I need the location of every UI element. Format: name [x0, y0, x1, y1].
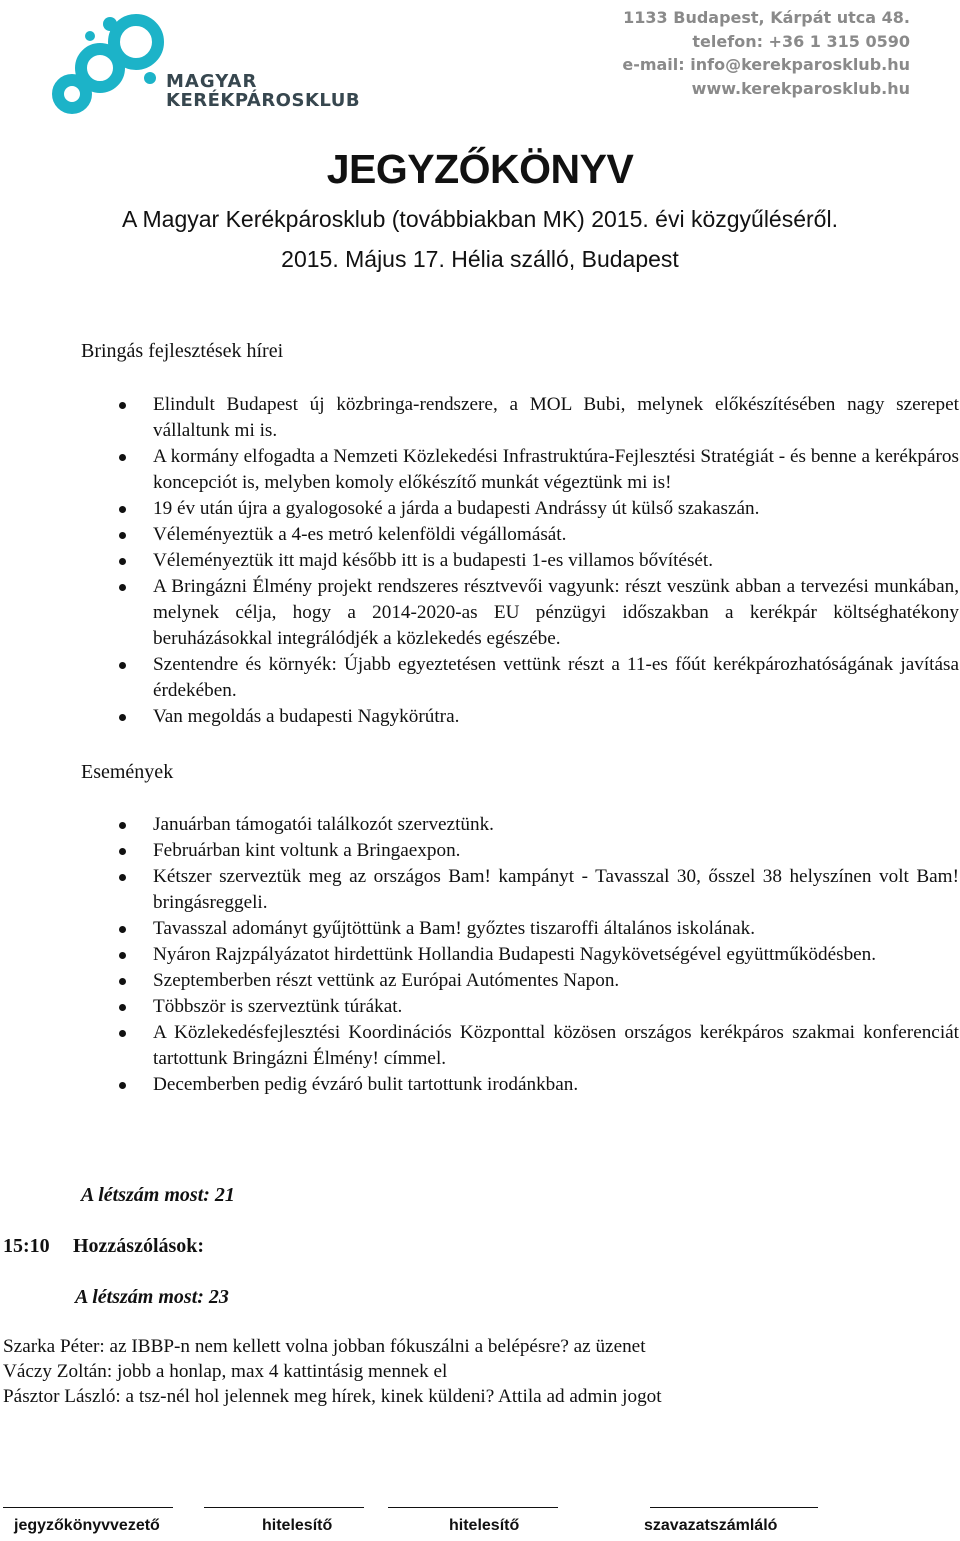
list-item: Februárban kint voltunk a Bringaexpon.: [153, 838, 959, 864]
list-item: A Közlekedésfejlesztési Koordinációs Központtal közösen országos kerékpáros szakmai konferenciát tartottunk Bringázni Élmény! címmel.: [153, 1020, 959, 1072]
comment-line: Szarka Péter: az IBBP-n nem kellett volna jobban fókuszálni a belépésre? az üzenet: [3, 1336, 646, 1357]
comments-label: Hozzászólások:: [73, 1235, 205, 1257]
signature-label-authenticator-2: hitelesítő: [449, 1517, 520, 1534]
signature-label-vote-counter: szavazatszámláló: [644, 1517, 778, 1534]
bike-news-list: [153, 392, 959, 730]
list-item: A kormány elfogadta a Nemzeti Közlekedési Infrastruktúra-Fejlesztési Stratégiát - és benne a kerékpáros koncepciót is, melyben komoly előkészítő munkát végeztünk mi is!: [153, 444, 959, 496]
contact-website[interactable]: www.kerekparosklub.hu: [691, 78, 910, 98]
signature-line: [3, 1507, 173, 1508]
list-item: Januárban támogatói találkozót szerveztünk.: [153, 812, 959, 838]
contact-phone: telefon: +36 1 315 0590: [692, 31, 910, 51]
list-item: Elindult Budapest új közbringa-rendszere, a MOL Bubi, melynek előkészítésében nagy szerepet vállaltunk mi is.: [153, 392, 959, 444]
list-item: Többször is szerveztünk túrákat.: [153, 994, 959, 1020]
contact-address: 1133 Budapest, Kárpát utca 48.: [623, 8, 910, 27]
comment-line: Váczy Zoltán: jobb a honlap, max 4 kattintásig mennek el: [3, 1361, 448, 1382]
bicycle-wheels-logo-icon: [50, 6, 170, 118]
section-heading-events: Események: [81, 761, 174, 783]
list-item: Van megoldás a budapesti Nagykörútra.: [153, 704, 959, 730]
attendance-count-2: A létszám most: 23: [75, 1286, 229, 1308]
list-item: A Bringázni Élmény projekt rendszeres résztvevői vagyunk: részt veszünk abban a tervezési munkában, melynek célja, hogy a 2014-2020-as EU pénzügyi időszakban a kerékpár költséghatékony beruházásokkal integrálódjék a közlekedés egészébe.: [153, 574, 959, 652]
comments-heading: [3, 1235, 204, 1258]
signature-line: [650, 1507, 818, 1508]
list-item: Decemberben pedig évzáró bulit tartottunk irodánkban.: [153, 1072, 959, 1098]
document-subtitle-1: A Magyar Kerékpárosklub (továbbiakban MK) 2015. évi közgyűléséről.: [122, 206, 838, 232]
comment-line: Pásztor László: a tsz-nél hol jelennek meg hírek, kinek küldeni? Attila ad admin jogot: [3, 1386, 662, 1407]
events-list: [153, 812, 959, 1098]
section-heading-bike-news: Bringás fejlesztések hírei: [81, 340, 284, 362]
contact-info: [622, 6, 910, 100]
document-title: JEGYZŐKÖNYV: [326, 146, 634, 192]
list-item: Kétszer szerveztük meg az országos Bam! kampányt - Tavasszal 30, ősszel 38 helyszínen volt Bam! bringásreggeli.: [153, 864, 959, 916]
logo-line-2: KERÉKPÁROSKLUB: [166, 90, 361, 111]
list-item: Szentendre és környék: Újabb egyeztetésen vettünk részt a 11-es főút kerékpározhatóságának javítása érdekében.: [153, 652, 959, 704]
list-item: Véleményeztük a 4-es metró kelenföldi végállomását.: [153, 522, 959, 548]
signature-line: [204, 1507, 364, 1508]
logo-line-1: MAGYAR: [166, 71, 258, 92]
signature-label-authenticator-1: hitelesítő: [262, 1517, 333, 1534]
document-subtitle-2: 2015. Május 17. Hélia szálló, Budapest: [281, 246, 679, 272]
list-item: Nyáron Rajzpályázatot hirdettünk Hollandia Budapesti Nagykövetségével együttműködésben.: [153, 942, 959, 968]
club-logo: [50, 6, 380, 118]
logo-wordmark: [166, 72, 360, 110]
list-item: Véleményeztük itt majd később itt is a budapesti 1-es villamos bővítését.: [153, 548, 959, 574]
comments-time: 15:10: [3, 1235, 50, 1257]
contact-email[interactable]: e-mail: info@kerekparosklub.hu: [622, 55, 910, 74]
signature-label-recorder: jegyzőkönyvvezető: [14, 1517, 160, 1534]
signature-line: [388, 1507, 558, 1508]
list-item: Tavasszal adományt gyűjtöttünk a Bam! győztes tiszaroffi általános iskolának.: [153, 916, 959, 942]
attendance-count-1: A létszám most: 21: [81, 1184, 235, 1206]
list-item: Szeptemberben részt vettünk az Európai Autómentes Napon.: [153, 968, 959, 994]
list-item: 19 év után újra a gyalogosoké a járda a budapesti Andrássy út külső szakaszán.: [153, 496, 959, 522]
